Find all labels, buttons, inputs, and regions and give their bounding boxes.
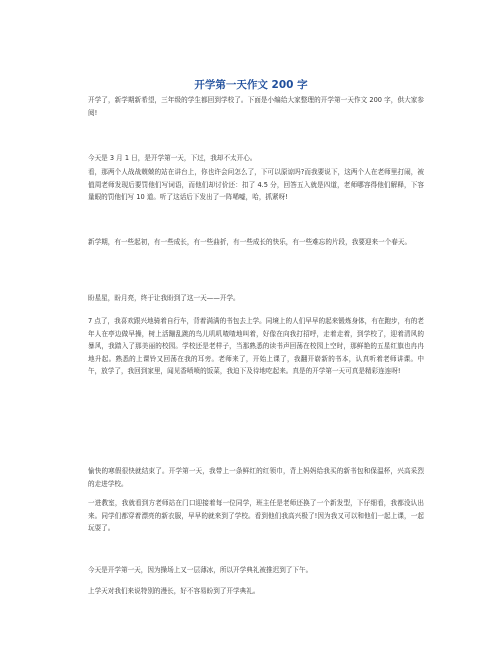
paragraph: 新学期，有一些起初，有一些成长，有一些曲折，有一些成长的快乐，有一些难忘的片段，我要迎来一个春天。	[88, 238, 412, 246]
paragraph: 看，那两个人战战兢兢的站在讲台上，你也许会问怎么了，下可以原谅吗?而我要说下，这两个人在老师里打闹，被值周老师发现后要罚他们写词语，而他们却讨价还：扣了 4.5 分，回答五入就是四道，老师哪容得他们解释，下容量眼的罚他们写 10 道。听了这话后下发出了一阵唏嘘，哈，抓紧呀!	[88, 168, 424, 202]
paragraph: 盼星星，盼月亮，终于让我盼到了这一天——开学。	[88, 294, 240, 302]
paragraph: 今天是开学第一天，因为操场上又一层薄冰，所以开学典礼被推迟到了下午。	[88, 566, 313, 574]
paragraph: 上学天对我们来说特别的漫长，好不容易盼到了开学典礼。	[88, 587, 260, 595]
paragraph-intro: 开学了，新学期新希望，三年级的学生都回到学校了。下面是小编给大家整理的开学第一天作文 200 字，供大家参阅!	[88, 96, 424, 117]
document-title: 开学第一天作文 200 字	[194, 79, 308, 91]
paragraph: 今天是 3 月 1 日，是开学第一天，下过，我却不太开心。	[88, 154, 257, 162]
paragraph: 一进教室，我就看到方老师站在门口迎接着每一位同学，班主任是老师还换了一个新发型，下仔细看，我都没认出来。同学们都穿着漂亮的新衣服，早早的就来到了学校。看到他们我高兴极了!因为我又可以和他们一起上课，一起玩耍了。	[88, 499, 424, 533]
paragraph: 愉快的寒假很快就结束了。开学第一天，我带上一条鲜红的红领巾，背上妈妈给我买的新书包和保温杯，兴高采烈的走进学校。	[88, 467, 424, 488]
paragraph: 7 点了，我喜欢跟兴地骑着自行车，背着满满的书包去上学。同境上的人们早早的起来锻炼身体，有在跑步，有的老年人在亭边做早操，树上活蹦乱跳的鸟儿叽叽喳喳地叫着，好像在向我打招呼，走着走着，到学校了，迎着清风的暴风，我踏入了那美丽的校园。学校还是老样子，当那熟悉的读书声回荡在校园上空时，那鲜艳的五星红旗也冉冉地升起。熟悉的上课铃又回荡在我的耳旁。老师来了，开始上课了，我翻开崭新的书本，认真听着老师讲课。中午，放学了，我回到家里，闻见香喷喷的饭菜，我迫下及待地吃起来。真是的开学第一天可真是精彩连连呀!	[88, 317, 424, 376]
